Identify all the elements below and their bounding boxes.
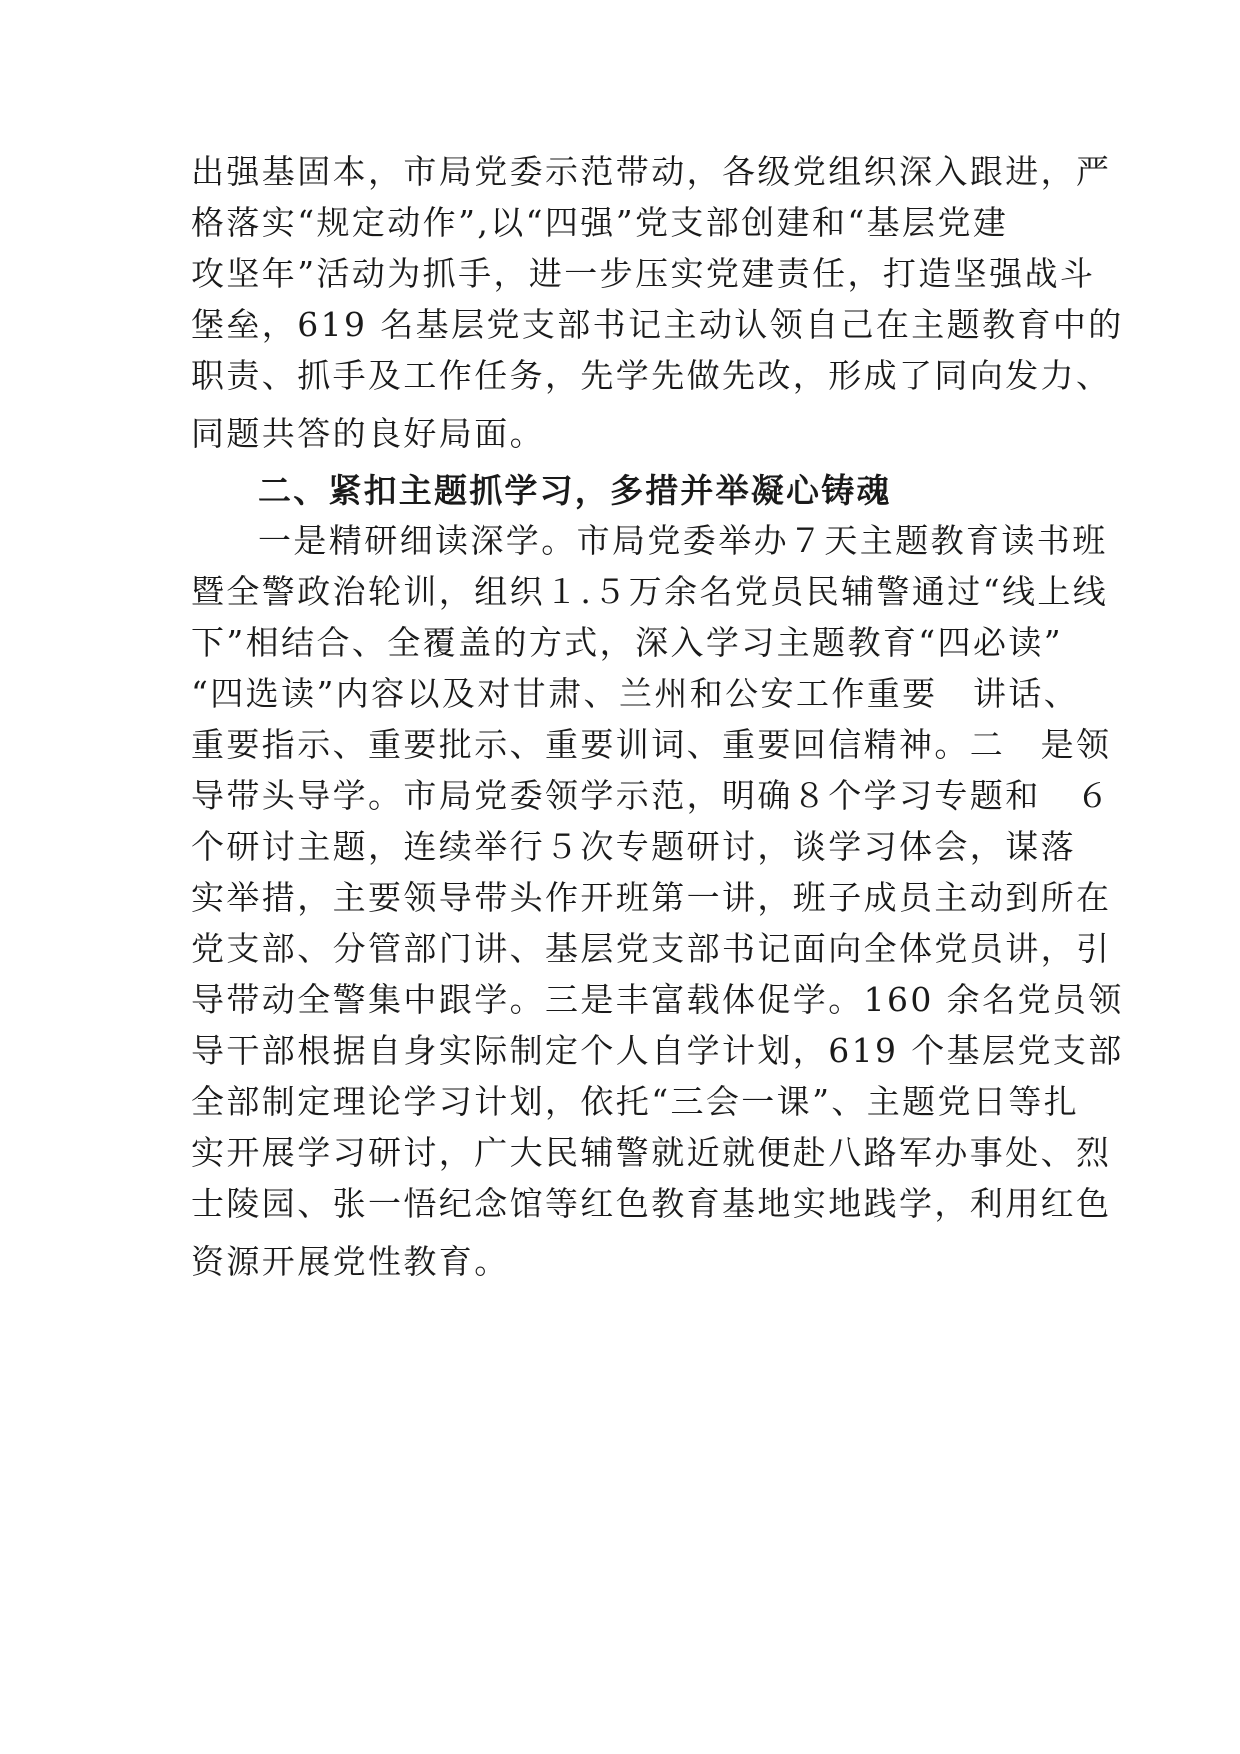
paragraph-2-line-12: 全部制定理论学习计划，依托“三会一课”、主题党日等扎 <box>191 1082 1080 1121</box>
paragraph-2-line-9: 党支部、分管部门讲、基层党支部书记面向全体党员讲，引 <box>191 929 1112 968</box>
paragraph-2-line-6: 导带头导学。市局党委领学示范，明确８个学习专题和 ６ <box>191 776 1112 815</box>
section-heading: 二、紧扣主题抓学习，多措并举凝心铸魂 <box>258 471 892 510</box>
paragraph-2-line-5: 重要指示、重要批示、重要训词、重要回信精神。二 是领 <box>191 725 1112 764</box>
paragraph-2-line-3: 下”相结合、全覆盖的方式，深入学习主题教育“四必读” <box>191 623 1064 662</box>
paragraph-2-line-11: 导干部根据自身实际制定个人自学计划，619 个基层党支部 <box>191 1031 1124 1070</box>
paragraph-2-line-15: 资源开展党性教育。 <box>191 1242 510 1281</box>
paragraph-2-line-1: 一是精研细读深学。市局党委举办７天主题教育读书班 <box>258 521 1108 560</box>
paragraph-1-line-6: 同题共答的良好局面。 <box>191 414 545 453</box>
paragraph-2-line-2: 暨全警政治轮训，组织１.５万余名党员民辅警通过“线上线 <box>191 572 1109 611</box>
paragraph-2-line-14: 士陵园、张一悟纪念馆等红色教育基地实地践学，利用红色 <box>191 1184 1112 1223</box>
paragraph-2-line-8: 实举措，主要领导带头作开班第一讲，班子成员主动到所在 <box>191 878 1112 917</box>
paragraph-2-line-13: 实开展学习研讨，广大民辅警就近就便赴八路军办事处、烈 <box>191 1133 1112 1172</box>
paragraph-2-line-10: 导带动全警集中跟学。三是丰富载体促学。160 余名党员领 <box>191 980 1124 1019</box>
paragraph-2-line-7: 个研讨主题，连续举行５次专题研讨，谈学习体会，谋落 <box>191 827 1076 866</box>
paragraph-1-line-1: 出强基固本，市局党委示范带动，各级党组织深入跟进，严 <box>191 152 1112 191</box>
paragraph-1-line-3: 攻坚年”活动为抓手，进一步压实党建责任，打造坚强战斗 <box>191 254 1096 293</box>
paragraph-1-line-2: 格落实“规定动作”,以“四强”党支部创建和“基层党建 <box>191 203 1009 242</box>
paragraph-1-line-5: 职责、抓手及工作任务，先学先做先改，形成了同向发力、 <box>191 356 1112 395</box>
paragraph-1-line-4: 堡垒，619 名基层党支部书记主动认领自己在主题教育中的 <box>191 305 1124 344</box>
paragraph-2-line-4: “四选读”内容以及对甘肃、兰州和公安工作重要 讲话、 <box>191 674 1080 713</box>
